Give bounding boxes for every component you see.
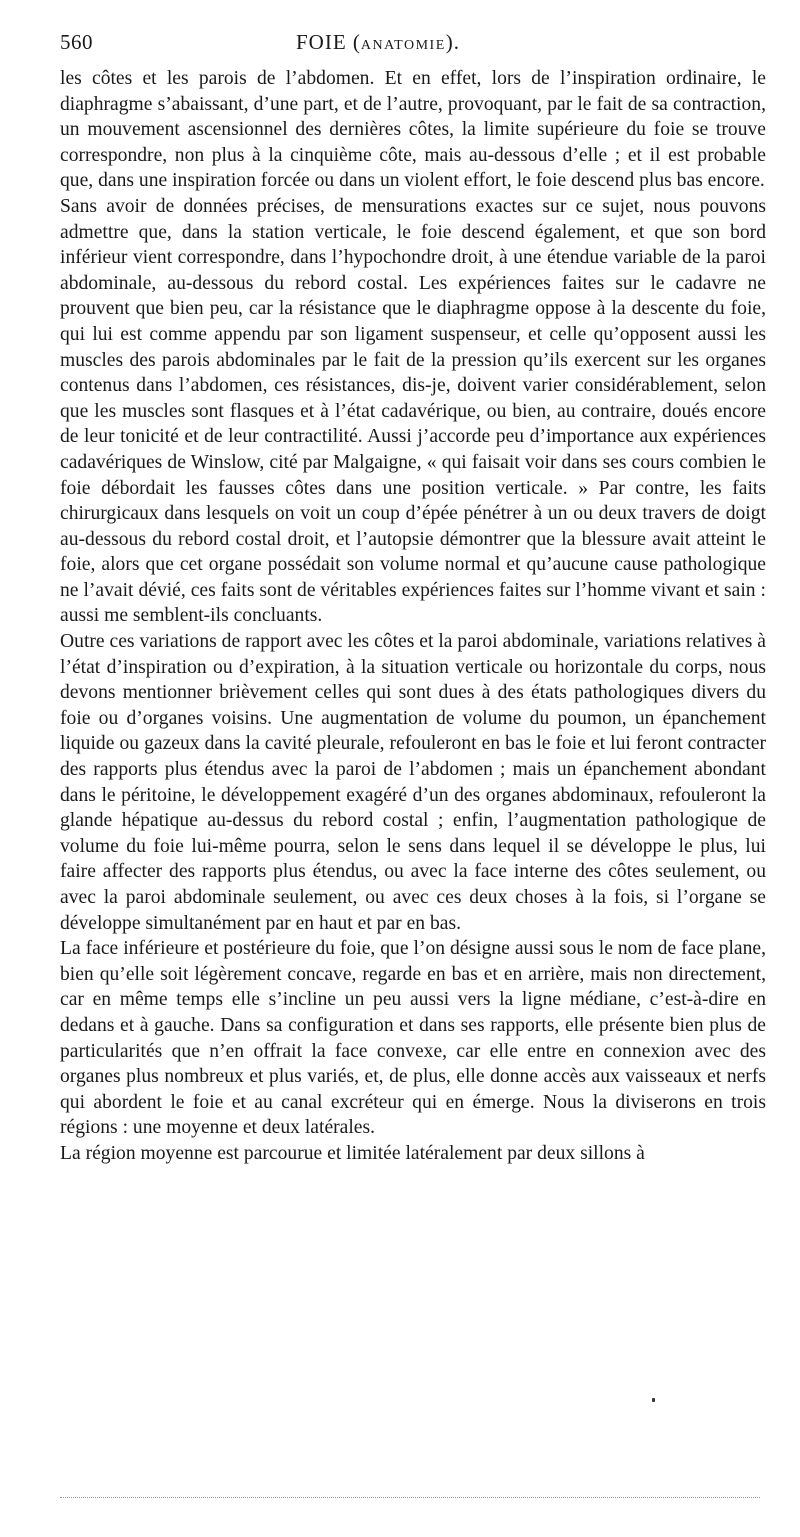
paragraph-inferior-face: La face inférieure et postérieure du foie, que l’on désigne aussi sous le nom de face plane, bien qu’elle soit légèrement concave, regarde en bas et en arrière, mais non directement, car en même temps elle s’incline un peu aussi vers la ligne médiane, c’est-à-dire en dedans et à gauche. Dans sa configuration et dans ses rapports, elle présente bien plus de particularités que n’en offrait la face convexe, car elle entre en connexion avec des organes plus nombreux et plus variés, et, de plus, elle donne accès aux vaisseaux et nerfs qui abordent le foie et au canal excréteur qui en émerge. Nous la diviserons en trois régions : une moyenne et deux latérales.	[60, 938, 766, 1139]
page-number: 560	[60, 30, 93, 54]
running-title	[60, 30, 766, 55]
running-title-main: FOIE	[295, 30, 347, 54]
running-title-close: ).	[445, 30, 461, 54]
paragraph-middle-region: La région moyenne est parcourue et limitée latéralement par deux sillons à	[60, 1142, 645, 1164]
body-text	[60, 66, 766, 1167]
paragraph-continued: les côtes et les parois de l’abdomen. Et en effet, lors de l’inspiration ordinaire, le diaphragme s’abaissant, d’une part, et de l’autre, provoquant, par le fait de sa contraction, un mouvement ascensionnel des dernières côtes, la limite supérieure du foie se trouve correspondre, non plus à la cinquième côte, mais au-dessous d’elle ; et il est probable que, dans une inspiration forcée ou dans un violent effort, le foie descend plus bas encore.	[60, 68, 766, 192]
paragraph-pathological-variations: Outre ces variations de rapport avec les côtes et la paroi abdominale, variations relatives à l’état d’inspiration ou d’expiration, à la situation verticale ou horizontale du corps, nous devons mentionner brièvement celles qui sont dues à des états pathologiques divers du foie ou d’organes voisins. Une augmentation de volume du poumon, un épanchement liquide ou gazeux dans la cavité pleurale, refouleront en bas le foie et lui feront contracter des rapports plus étendus avec la paroi de l’abdomen ; mais un épanchement abondant dans le péritoine, le développement exagéré d’un des organes abdominaux, refouleront la glande hépatique au-dessus du rebord costal ; enfin, l’augmentation pathologique de volume du foie lui-même pourra, selon le sens dans lequel il se développe le plus, lui faire affecter des rapports plus étendus, ou avec la face interne des côtes seulement, ou avec la paroi abdominale seulement, ou avec ces deux choses à la fois, si l’organe se développe simultanément par en haut et par en bas.	[60, 631, 766, 934]
running-title-sub: ANATOMIE	[360, 38, 446, 53]
paragraph-vertical-station: Sans avoir de données précises, de mensurations exactes sur ce sujet, nous pouvons admettre que, dans la station verticale, le foie descend également, et que son bord inférieur vient correspondre, dans l’hypochondre droit, à une étendue variable de la paroi abdominale, au-dessous du rebord costal. Les expériences faites sur le cadavre ne prouvent que bien peu, car la résistance que le diaphragme oppose à la descente du foie, qui lui est comme appendu par son ligament suspenseur, et celle qu’opposent aussi les muscles des parois abdominales par le fait de la pression qu’ils exercent sur les organes contenus dans l’abdomen, ces résistances, dis-je, doivent varier considérablement, selon que les muscles sont flasques et à l’état cadavérique, ou bien, au contraire, doués encore de leur tonicité et de leur contractilité. Aussi j’accorde peu d’importance aux expériences cadavériques de Winslow, cité par Malgaigne, « qui faisait voir dans ses cours combien le foie débordait les fausses côtes dans une position verticale. » Par contre, les faits chirurgicaux dans lesquels on voit un coup d’épée pénétrer à un ou deux travers de doigt au-dessous du rebord costal droit, et l’autopsie démontrer que la blessure avait atteint le foie, alors que cet organe possédait son volume normal et qu’aucune cause pathologique ne l’avait dévié, ces faits sont de véritables expériences faites sur l’homme vivant et sain : aussi me semblent-ils concluants.	[60, 195, 766, 627]
stray-ink-mark	[652, 1398, 655, 1402]
running-head	[60, 30, 766, 60]
footer-dotted-rule	[60, 1497, 760, 1498]
running-title-open: (	[346, 30, 361, 54]
